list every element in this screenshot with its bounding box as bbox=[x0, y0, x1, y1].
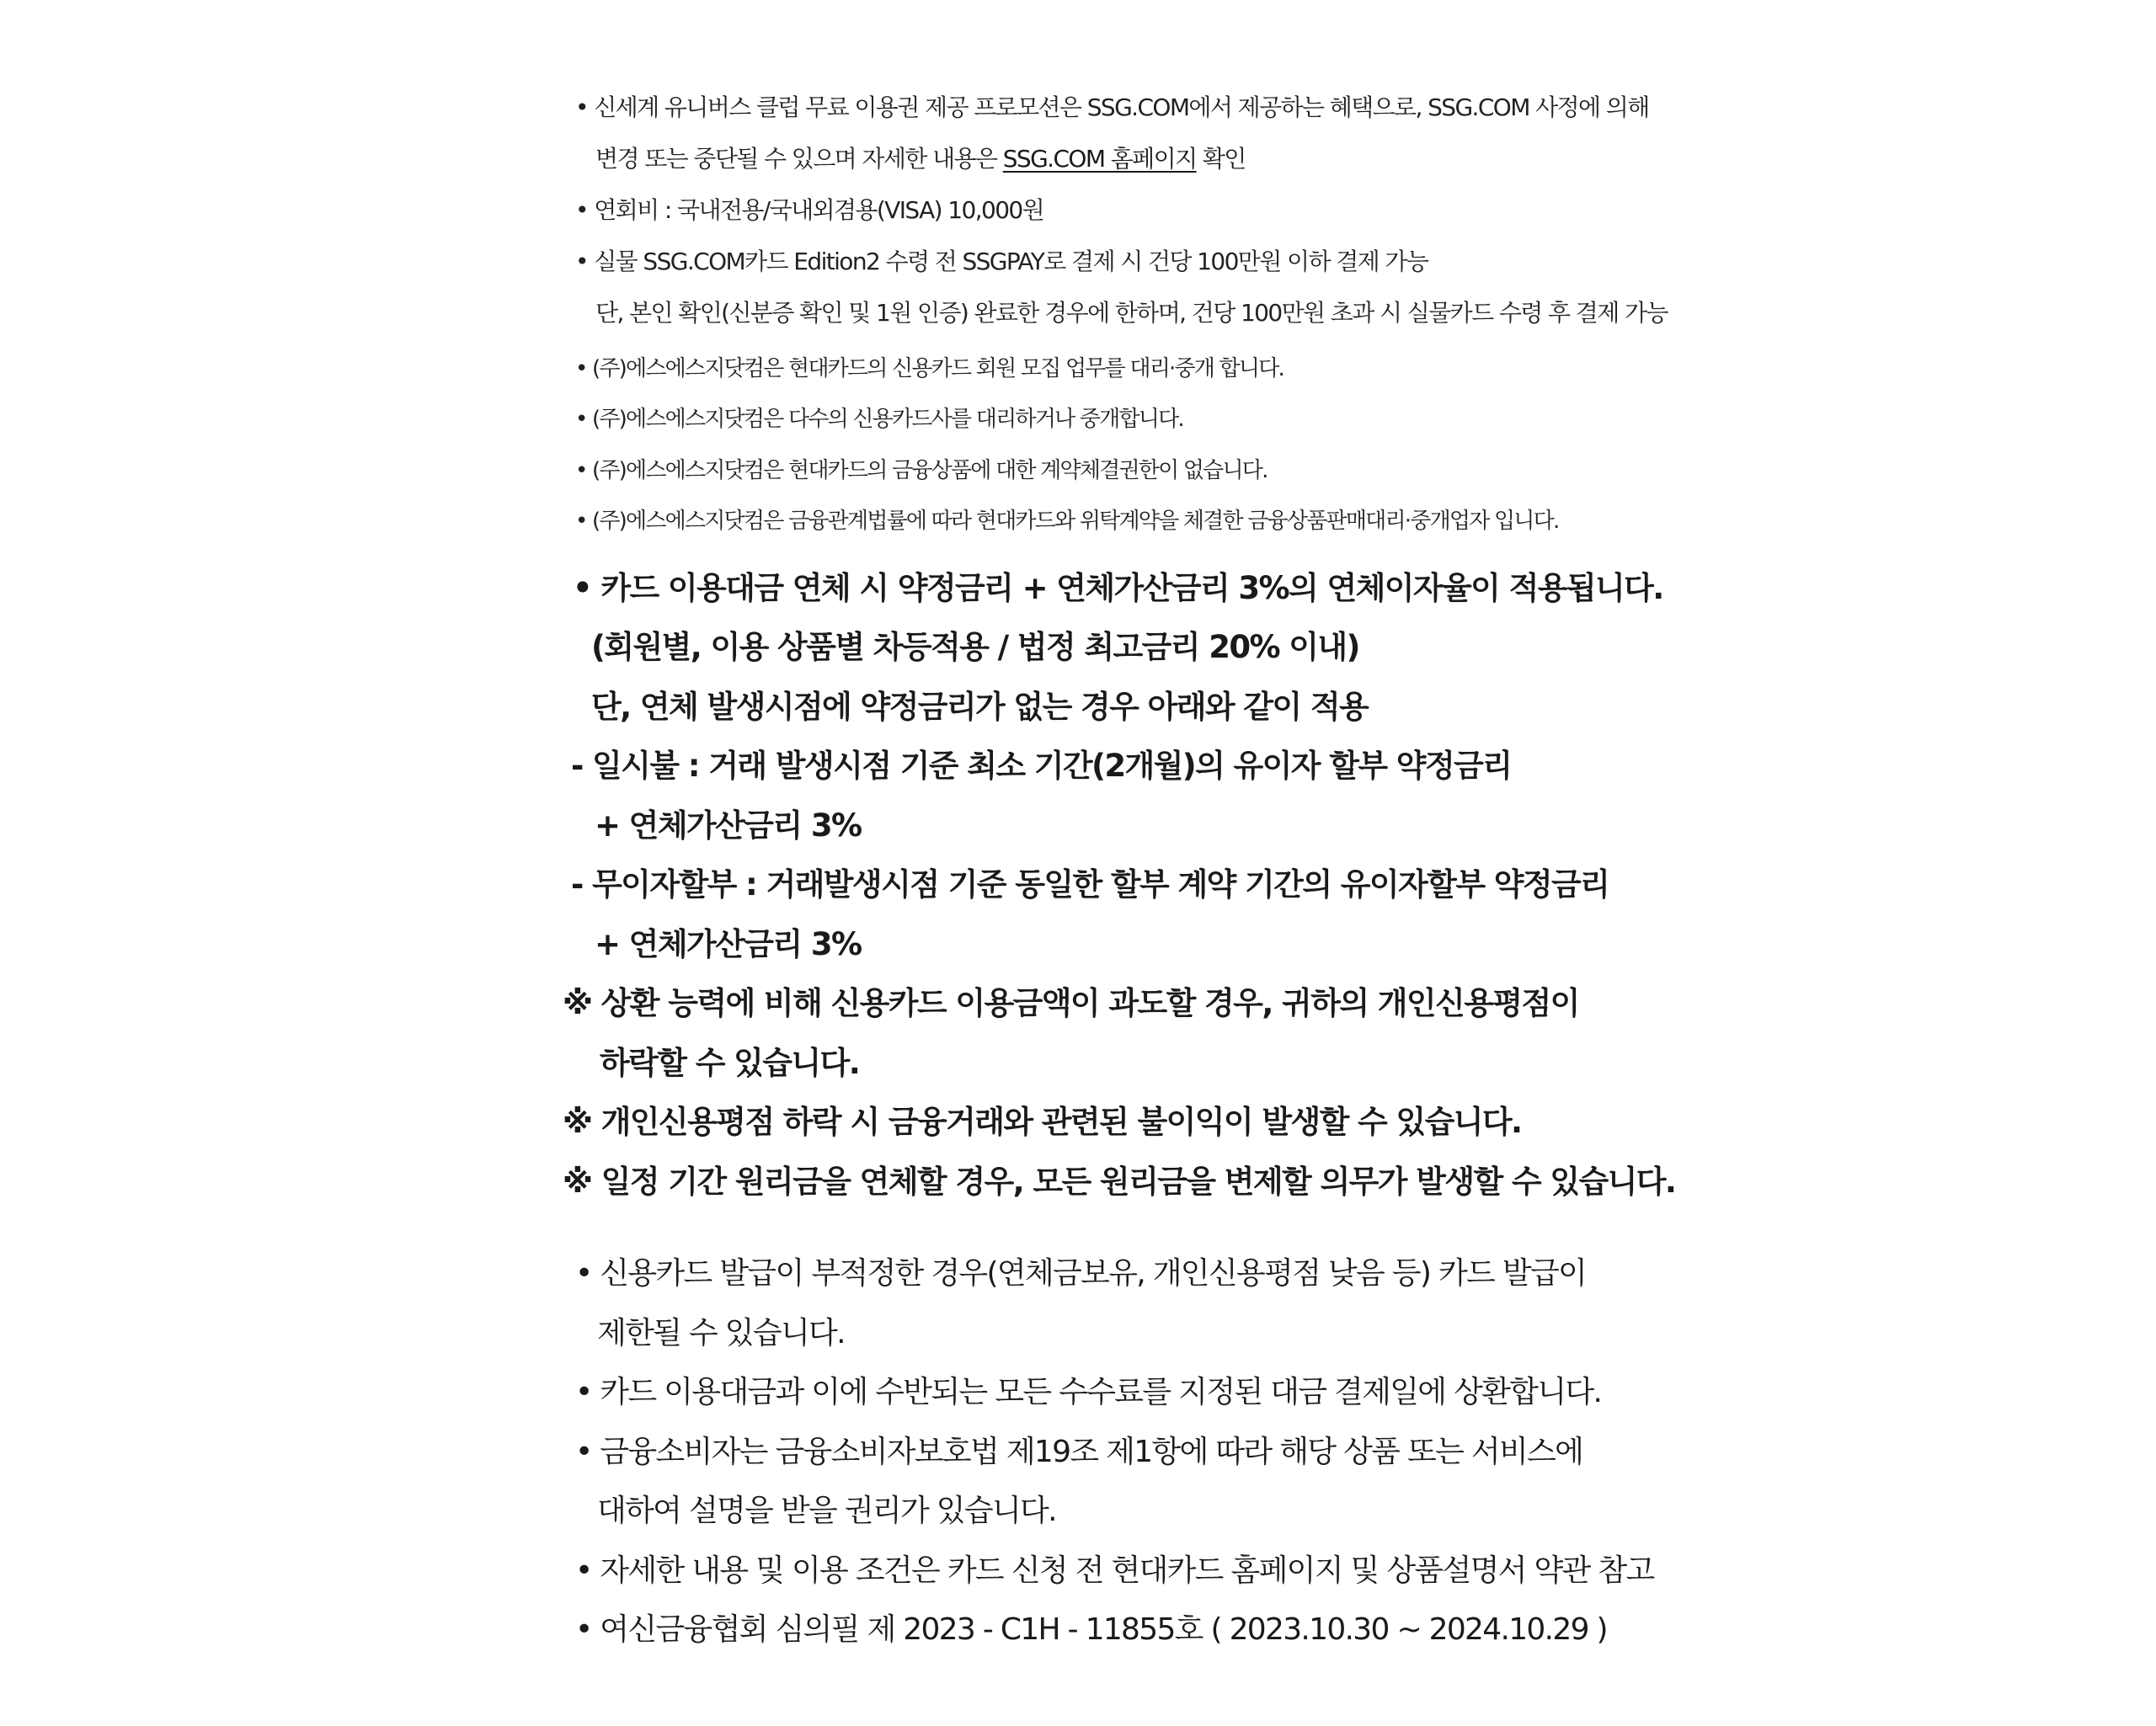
issuance-restriction-notice: • 신용카드 발급이 부적정한 경우(연체금보유, 개인신용평점 낮음 등) 카드 발급이 bbox=[575, 1256, 1587, 1291]
review-approval-number: • 여신금융협회 심의필 제 2023 - C1H - 11855호 ( 2023.10.30 ~ 2024.10.29 ) bbox=[575, 1612, 1607, 1647]
repayment-notice: • 카드 이용대금과 이에 수반되는 모든 수수료를 지정된 대금 결제일에 상환합니다. bbox=[575, 1375, 1602, 1409]
promo-notice-suffix: 확인 bbox=[1196, 145, 1246, 173]
credit-score-warning-1b: 하락할 수 있습니다. bbox=[600, 1045, 860, 1081]
credit-score-warning-1: ※ 상환 능력에 비해 신용카드 이용금액이 과도할 경우, 귀하의 개인신용평점이 bbox=[563, 985, 1579, 1021]
promo-notice-line-2 bbox=[595, 141, 1246, 174]
agency-disclosure-4: • (주)에스에스지닷컴은 금융관계법률에 따라 현대카드와 위탁계약을 체결한 금융상품판매대리·중개업자 입니다. bbox=[575, 509, 1559, 534]
overdue-interest-free-add: + 연체가산금리 3% bbox=[595, 926, 862, 962]
overdue-rate-condition: 단, 연체 발생시점에 약정금리가 없는 경우 아래와 같이 적용 bbox=[591, 689, 1369, 725]
ssg-homepage-link[interactable]: SSG.COM 홈페이지 bbox=[1002, 145, 1197, 173]
overdue-lump-sum-add: + 연체가산금리 3% bbox=[595, 807, 862, 844]
payment-notice-line-2: 단, 본인 확인(신분증 확인 및 1원 인증) 완료한 경우에 한하며, 건당 100만원 초과 시 실물카드 수령 후 결제 가능 bbox=[595, 299, 1668, 327]
principal-overdue-warning: ※ 일정 기간 원리금을 연체할 경우, 모든 원리금을 변제할 의무가 발생할 수 있습니다. bbox=[563, 1164, 1676, 1200]
consumer-rights-notice: • 금융소비자는 금융소비자보호법 제19조 제1항에 따라 해당 상품 또는 서비스에 bbox=[575, 1435, 1583, 1469]
payment-notice-line-1: • 실물 SSG.COM카드 Edition2 수령 전 SSGPAY로 결제 시 건당 100만원 이하 결제 가능 bbox=[575, 248, 1428, 275]
overdue-lump-sum: - 일시불 : 거래 발생시점 기준 최소 기간(2개월)의 유이자 할부 약정금리 bbox=[571, 748, 1512, 784]
credit-score-warning-2: ※ 개인신용평점 하락 시 금융거래와 관련된 불이익이 발생할 수 있습니다. bbox=[563, 1104, 1522, 1140]
promo-notice-line-1: • 신세계 유니버스 클럽 무료 이용권 제공 프로모션은 SSG.COM에서 제공하는 혜택으로, SSG.COM 사정에 의해 bbox=[575, 93, 1649, 121]
overdue-interest-free: - 무이자할부 : 거래발생시점 기준 동일한 할부 계약 기간의 유이자할부 약정금리 bbox=[571, 866, 1609, 903]
overdue-rate-note: (회원별, 이용 상품별 차등적용 / 법정 최고금리 20% 이내) bbox=[591, 629, 1359, 665]
annual-fee-text: • 연회비 : 국내전용/국내외겸용(VISA) 10,000원 bbox=[575, 196, 1044, 224]
consumer-rights-notice-b: 대하여 설명을 받을 권리가 있습니다. bbox=[597, 1494, 1056, 1528]
agency-disclosure-3: • (주)에스에스지닷컴은 현대카드의 금융상품에 대한 계약체결권한이 없습니다. bbox=[575, 458, 1267, 483]
terms-reference-notice: • 자세한 내용 및 이용 조건은 카드 신청 전 현대카드 홈페이지 및 상품설명서 약관 참고 bbox=[575, 1553, 1654, 1588]
issuance-restriction-notice-b: 제한될 수 있습니다. bbox=[597, 1316, 845, 1350]
promo-notice-text: 변경 또는 중단될 수 있으며 자세한 내용은 bbox=[595, 145, 1003, 173]
overdue-rate-notice: • 카드 이용대금 연체 시 약정금리 + 연체가산금리 3%의 연체이자율이 적용됩니다. bbox=[573, 570, 1663, 606]
agency-disclosure-2: • (주)에스에스지닷컴은 다수의 신용카드사를 대리하거나 중개합니다. bbox=[575, 407, 1183, 432]
agency-disclosure-1: • (주)에스에스지닷컴은 현대카드의 신용카드 회원 모집 업무를 대리·중개 합니다. bbox=[575, 356, 1283, 381]
